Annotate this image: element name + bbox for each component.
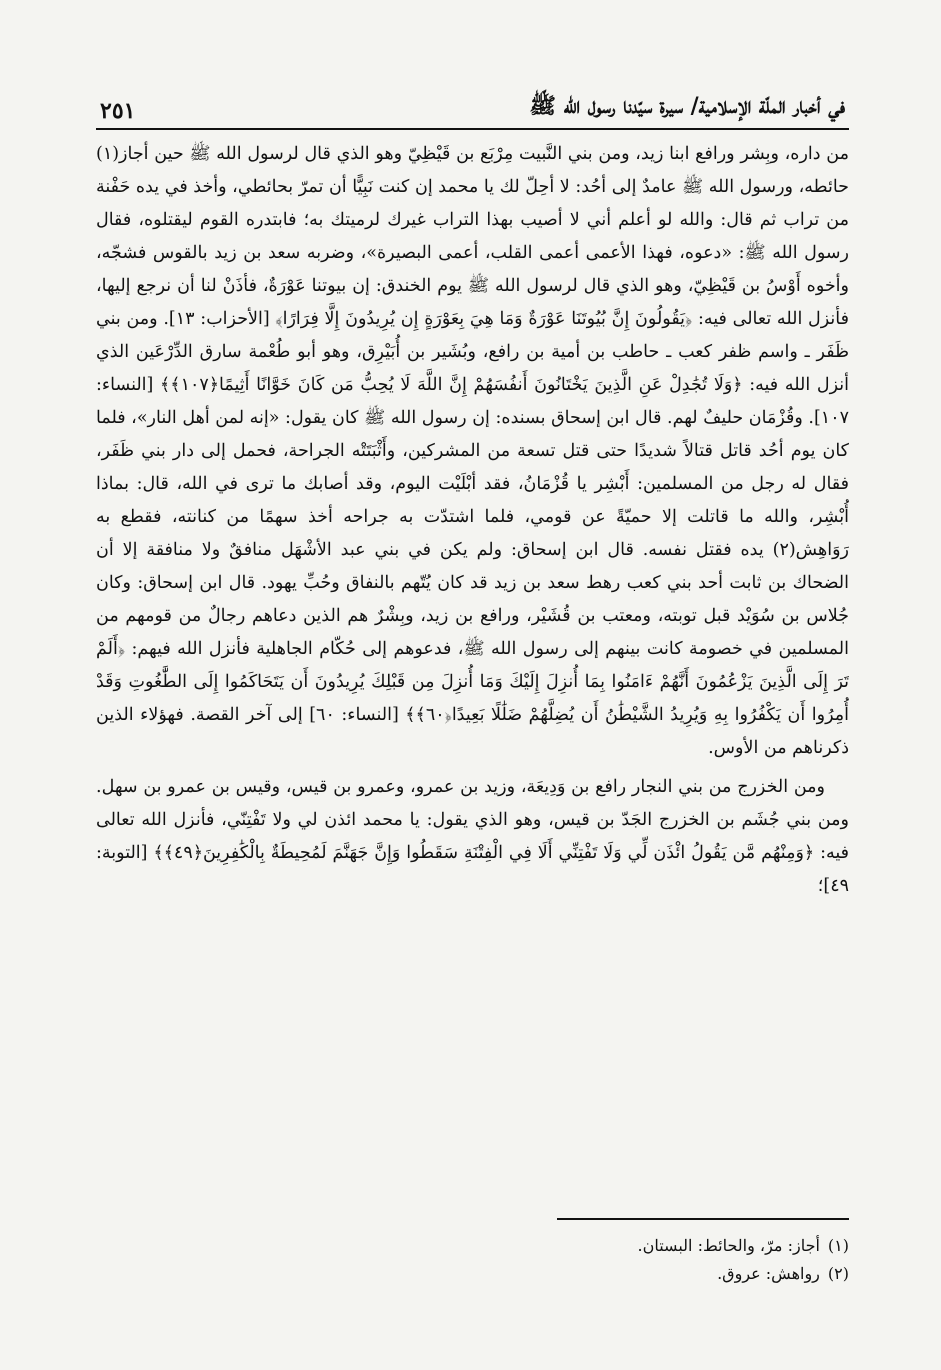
running-title: في أخبار الملّة الإسلامية/ سيرة سيّدنا رسول الله ﷺ [529,93,845,119]
footnote-text: أجاز: مرّ، والحائط: البستان. [637,1236,820,1255]
paragraph-khazraj: ومن الخزرج من بني النجار رافع بن وَدِيعَة، وزيد بن عمرو، وعمرو بن قيس، وقيس بن عمرو بن سهل. ومن بني جُشَم بن الخزرج الجَدّ بن قيس، وهو الذي يقول: يا محمد ائذن لي ولا تَفْتِنّي، فأنزل الله تعالى فيه: ﴿وَمِنْهُم مَّن يَقُولُ ائْذَن لِّي وَلَا تَفْتِنِّي أَلَا فِي الْفِتْنَةِ سَقَطُوا وَإِنَّ جَهَنَّمَ لَمُحِيطَةٌ بِالْكَٰفِرِينَ﴿٤٩﴾﴾ [التوبة: ٤٩]؛ [96,777,849,896]
footnote-number: (١) [827,1236,849,1255]
paragraph-aws: من داره، وبِشر ورافع ابنا زيد، ومن بني النَّبيت مِرْبَع بن قَيْظِيّ وهو الذي قال لرسول الله ﷺ حين أجاز(١) حائطه، ورسول الله ﷺ عامدٌ إلى أحُد: لا أحِلّ لك يا محمد إن كنت نَبِيًّا أن تمرّ بحائطي، وأخذ في يده حَفْنة من تراب ثم قال: والله لو أعلم أني لا أصيب بهذا التراب غيرك لرميتك به؛ فابتدره القوم ليقتلوه، فقال رسول الله ﷺ: «دعوه، فهذا الأعمى أعمى القلب، أعمى البصيرة»، وضربه سعد بن زيد بالقوس فشجّه، وأخوه أَوْسُ بن قَيْظِيّ، وهو الذي قال لرسول الله ﷺ يوم الخندق: إن بيوتنا عَوْرَةٌ، فأذَنْ لنا أن نرجع إليها، فأنزل الله تعالى فيه: ﴿يَقُولُونَ إِنَّ بُيُوتَنَا عَوْرَةٌ وَمَا هِيَ بِعَوْرَةٍ إِن يُرِيدُونَ إِلَّا فِرَارًا﴾ [الأحزاب: ١٣]. ومن بني ظَفَر ـ واسم ظفر كعب ـ حاطب بن أمية بن رافع، وبُشَير بن أُبَيْرِق، وهو أبو طُعْمة سارق الدِّرْعَين الذي أنزل الله فيه: ﴿وَلَا تُجَٰدِلْ عَنِ الَّذِينَ يَخْتَانُونَ أَنفُسَهُمْ إِنَّ اللَّهَ لَا يُحِبُّ مَن كَانَ خَوَّانًا أَثِيمًا﴿١٠٧﴾﴾ [النساء: ١٠٧]. وقُزْمَان حليفٌ لهم. قال ابن إسحاق بسنده: إن رسول الله ﷺ كان يقول: «إنه لمن أهل النار»، فلما كان يوم أحُد قاتل قتالاً شديدًا حتى قتل تسعة من المشركين، وأَثْبَتَتْه الجراحة، فحمل إلى دار بني ظَفَر، فقال له رجل من المسلمين: أَبْشِر يا قُزْمَانُ، فقد أبْلَيْت اليوم، وقد أصابك ما ترى في الله، قال: بماذا أُبْشِر، والله ما قاتلت إلا حميّةً عن قومي، فلما اشتدّت به جراحه أخذ سهمًا من كنانته، فقطع به رَوَاهِش(٢) يده فقتل نفسه. قال ابن إسحاق: ولم يكن في بني عبد الأشْهَل منافقٌ ولا منافقة إلا أن الضحاك بن ثابت أحد بني كعب رهط سعد بن زيد قد كان يُتّهم بالنفاق وحُبِّ يهود. قال ابن إسحاق: وكان جُلاس بن سُوَيْد قبل توبته، ومعتب بن قُشَيْر، ورافع بن زيد، وبِشْرٌ هم الذين دعاهم رجالٌ من قومهم من المسلمين في خصومة كانت بينهم إلى رسول الله ﷺ، فدعوهم إلى حُكّام الجاهلية فأنزل الله فيهم: ﴿أَلَمْ تَرَ إِلَى الَّذِينَ يَزْعُمُونَ أَنَّهُمْ ءَامَنُوا بِمَا أُنزِلَ إِلَيْكَ وَمَا أُنزِلَ مِن قَبْلِكَ يُرِيدُونَ أَن يَتَحَاكَمُوا إِلَى الطَّٰغُوتِ وَقَدْ أُمِرُوا أَن يَكْفُرُوا بِهِ وَيُرِيدُ الشَّيْطَٰنُ أَن يُضِلَّهُمْ ضَلَٰلًا بَعِيدًا﴿٦٠﴾﴾ [النساء: ٦٠] إلى آخر القصة. فهؤلاء الذين ذكرناهم من الأوس. [96,144,849,758]
page-number: ٢٥١ [100,98,136,124]
footnote-rule [557,1218,849,1220]
footnote-2 [500,1260,849,1288]
footnote-number: (٢) [827,1264,849,1283]
footnote-text: رواهش: عروق. [717,1264,820,1283]
main-text [96,138,849,998]
header-rule [96,128,849,130]
footnotes [500,1232,849,1288]
footnote-1 [500,1232,849,1260]
page-header [100,90,845,124]
